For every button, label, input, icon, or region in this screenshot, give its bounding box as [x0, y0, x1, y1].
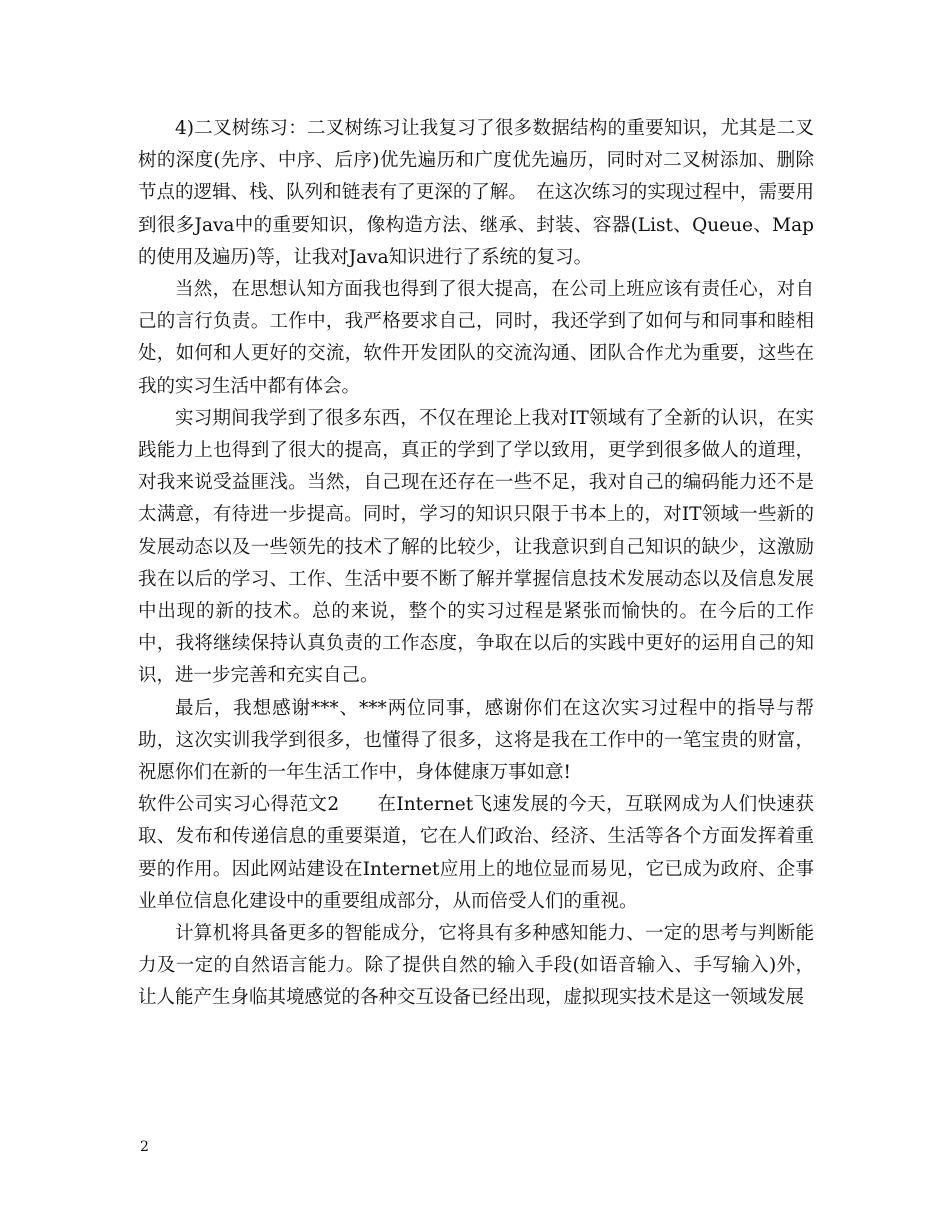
paragraph-computer-intelligence: 计算机将具备更多的智能成分，它将具有多种感知能力、一定的思考与判断能力及一定的自然语言能力。除了提供自然的输入手段(如语音输入、手写输入)外，让人能产生身临其境感觉的各种交互设备已经出现，虚拟现实技术是这一领域发展: [138, 923, 814, 1009]
paragraph-mindset-growth: 当然，在思想认知方面我也得到了很大提高，在公司上班应该有责任心，对自己的言行负责。工作中，我严格要求自己，同时，我还学到了如何与和同事和睦相处，如何和人更好的交流，软件开发团队的交流沟通、团队合作尤为重要，这些在我的实习生活中都有体会。: [138, 279, 814, 397]
page-number: 2: [140, 1139, 149, 1155]
paragraph-essay-2-intro: 软件公司实习心得范文2 在Internet飞速发展的今天，互联网成为人们快速获取、发布和传递信息的重要渠道，它在人们政治、经济、生活等各个方面发挥着重要的作用。因此网站建设在Internet应用上的地位显而易见，它已成为政府、企事业单位信息化建设中的重要组成部分，从而倍受人们的重视。: [138, 794, 814, 912]
paragraph-internship-learning: 实习期间我学到了很多东西，不仅在理论上我对IT领域有了全新的认识，在实践能力上也得到了很大的提高，真正的学到了学以致用，更学到很多做人的道理，对我来说受益匪浅。当然，自己现在还存在一些不足，我对自己的编码能力还不是太满意，有待进一步提高。同时，学习的知识只限于书本上的，对IT领域一些新的发展动态以及一些领先的技术了解的比较少，让我意识到自己知识的缺少，这激励我在以后的学习、工作、生活中要不断了解并掌握信息技术发展动态以及信息发展中出现的新的技术。总的来说，整个的实习过程是紧张而愉快的。在今后的工作中，我将继续保持认真负责的工作态度，争取在以后的实践中更好的运用自己的知识，进一步完善和充实自己。: [138, 407, 814, 687]
paragraph-thanks: 最后，我想感谢***、***两位同事，感谢你们在这次实习过程中的指导与帮助，这次实训我学到很多，也懂得了很多，这将是我在工作中的一笔宝贵的财富，祝愿你们在新的一年生活工作中，身体健康万事如意!: [138, 697, 814, 784]
paragraph-binary-tree-practice: 4)二叉树练习：二叉树练习让我复习了很多数据结构的重要知识，尤其是二叉树的深度(先序、中序、后序)优先遍历和广度优先遍历，同时对二叉树添加、删除节点的逻辑、栈、队列和链表有了更深的了解。 在这次练习的实现过程中，需要用到很多Java中的重要知识，像构造方法、继承、封装、容器(List、Queue、Map的使用及遍历)等，让我对Java知识进行了系统的复习。: [138, 118, 814, 268]
document-body: [138, 113, 814, 1015]
